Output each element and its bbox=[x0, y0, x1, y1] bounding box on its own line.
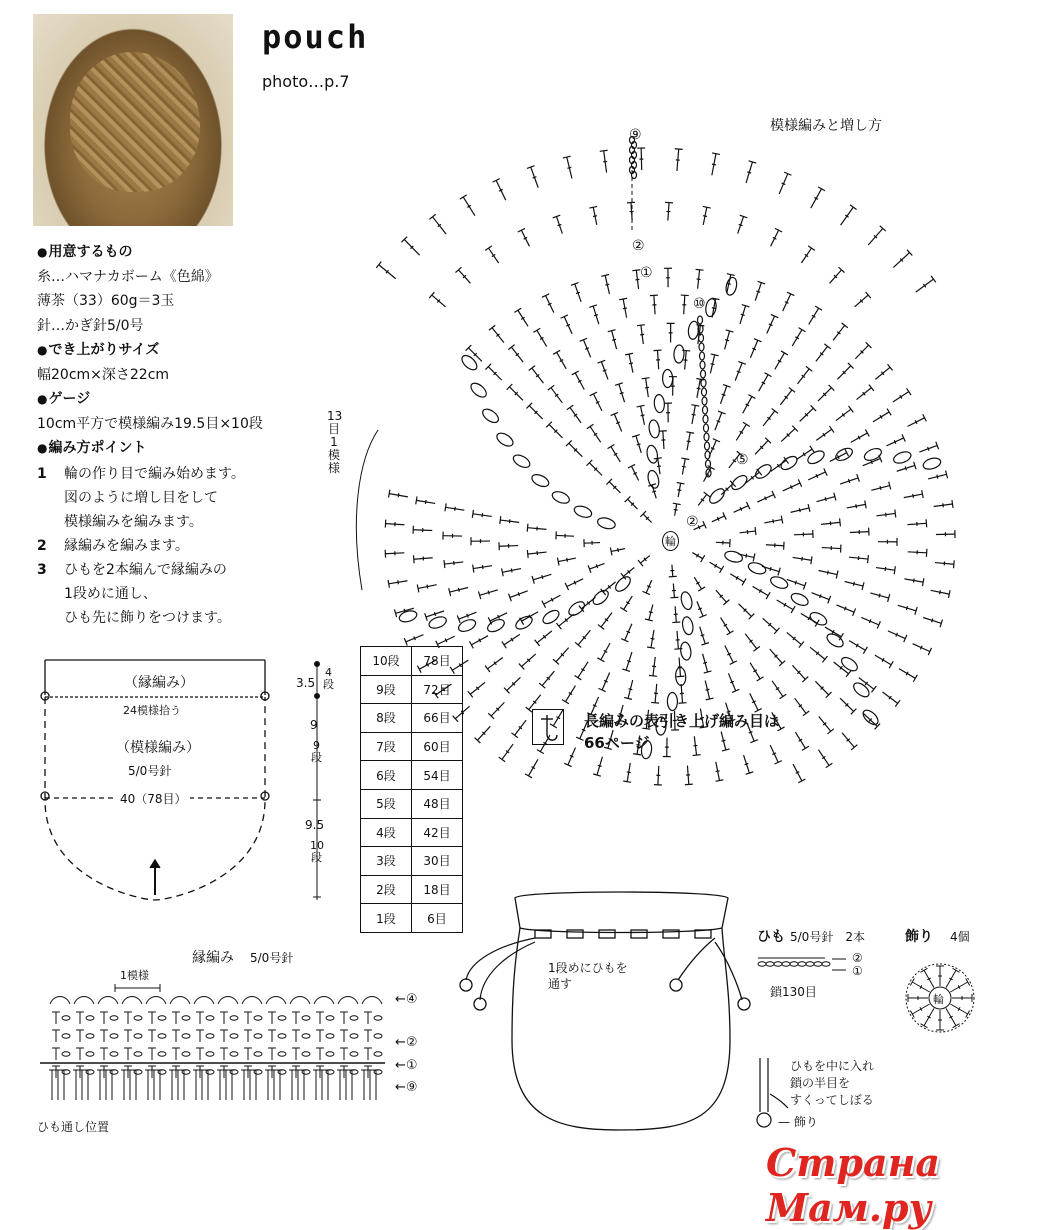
pick-up-label: 24模様拾う bbox=[120, 702, 184, 718]
size-line: 幅20cm×深さ22cm bbox=[37, 363, 263, 388]
edging-title: 縁編み bbox=[192, 947, 234, 967]
edging-hook: 5/0号針 bbox=[250, 949, 293, 966]
size-heading: ● でき上がりサイズ bbox=[37, 338, 263, 363]
table-row bbox=[361, 647, 463, 676]
pouch-note: 1段めにひもを 通す bbox=[548, 960, 628, 992]
ornament-note: ひもを中に入れ 鎖の半目を すくってしぼる bbox=[790, 1058, 874, 1109]
table-row bbox=[361, 704, 463, 733]
stitch-note-line-1: 長編みの表引き上げ編み目は bbox=[584, 710, 779, 732]
row-marker-1: ① bbox=[640, 265, 653, 281]
gauge-heading: ● ゲージ bbox=[37, 387, 263, 412]
page-title: pouch bbox=[262, 18, 368, 56]
step-1-line-2: 図のように増し目をして bbox=[37, 486, 245, 510]
cord-spec: 5/0号針 2本 bbox=[790, 928, 865, 945]
cord-chain bbox=[758, 958, 846, 970]
cord-title: ひも bbox=[757, 926, 785, 946]
crochet-chart-outer-rows bbox=[376, 137, 936, 478]
stitch-count-cell: 42目 bbox=[412, 818, 463, 847]
hook-line: 針…かぎ針5/0号 bbox=[37, 314, 263, 339]
repeat-bracket bbox=[356, 430, 378, 590]
dim-value-1: 3.5 bbox=[296, 676, 315, 690]
crochet-chart-radial bbox=[385, 268, 955, 785]
row-label-cell: 5段 bbox=[361, 789, 412, 818]
dim-rows-3: 10段 bbox=[310, 840, 323, 864]
table-row bbox=[361, 875, 463, 904]
stitch-count-cell: 18目 bbox=[412, 875, 463, 904]
table-row bbox=[361, 847, 463, 876]
stitch-count-cell: 72目 bbox=[412, 675, 463, 704]
table-row bbox=[361, 675, 463, 704]
row-marker-2-inner: ② bbox=[686, 514, 699, 530]
row-label-cell: 6段 bbox=[361, 761, 412, 790]
points-heading: ● 編み方ポイント bbox=[37, 437, 146, 457]
stitch-count-cell: 30目 bbox=[412, 847, 463, 876]
edging-row-1: ←① bbox=[395, 1058, 418, 1073]
table-row bbox=[361, 818, 463, 847]
dim-rows-1: 4段 bbox=[322, 667, 335, 691]
stitch-note bbox=[584, 710, 779, 754]
row-label-cell: 7段 bbox=[361, 732, 412, 761]
dim-value-3: 9.5 bbox=[305, 818, 324, 832]
cord-marker-1: ① bbox=[852, 964, 863, 978]
step-2: 2 縁編みを編みます。 bbox=[37, 534, 245, 558]
chart-title: 模様編みと増し方 bbox=[770, 115, 882, 135]
row-label-cell: 8段 bbox=[361, 704, 412, 733]
stitch-count-cell: 6目 bbox=[412, 904, 463, 933]
step-3-line-3: ひも先に飾りをつけます。 bbox=[37, 606, 245, 630]
repeat-label: 13目1模様 bbox=[327, 410, 341, 475]
row-label-cell: 1段 bbox=[361, 904, 412, 933]
magic-ring-label: 輪 bbox=[662, 531, 679, 551]
table-row bbox=[361, 732, 463, 761]
ornament-ring-label: 輪 bbox=[933, 991, 944, 1007]
row-label-cell: 10段 bbox=[361, 647, 412, 676]
edging-repeat: 1模様 bbox=[120, 967, 149, 983]
row-marker-2: ② bbox=[632, 238, 645, 254]
cord-chain-count: 鎖130目 bbox=[770, 983, 817, 1000]
border-label: （縁編み） bbox=[124, 672, 194, 692]
stitch-count-cell: 66目 bbox=[412, 704, 463, 733]
row-label-cell: 3段 bbox=[361, 847, 412, 876]
post-stitch-symbol-box bbox=[532, 709, 564, 745]
row-marker-9: ⑨ bbox=[629, 127, 642, 143]
cord-position-label: ひも通し位置 bbox=[37, 1118, 109, 1135]
dim-rows-2: 9段 bbox=[310, 740, 323, 764]
stitch-count-cell: 48目 bbox=[412, 789, 463, 818]
row-marker-10: ⑩ bbox=[693, 296, 706, 312]
ornament-label: — 飾り bbox=[778, 1113, 818, 1130]
step-3: 3 ひもを2本編んで縁編みの bbox=[37, 558, 245, 582]
row-label-cell: 2段 bbox=[361, 875, 412, 904]
gauge-line: 10cm平方で模様編み19.5目×10段 bbox=[37, 412, 263, 437]
pouch-drawing bbox=[460, 892, 750, 1130]
stitch-note-line-2: 66ページ bbox=[584, 732, 779, 754]
pattern-label: （模様編み） bbox=[116, 737, 200, 757]
photo-reference: photo…p.7 bbox=[262, 72, 350, 91]
stitch-count-cell: 54目 bbox=[412, 761, 463, 790]
pouch-schematic bbox=[41, 660, 269, 900]
width-label: 40（78目） bbox=[117, 790, 190, 807]
step-1-line-3: 模様編みを編みます。 bbox=[37, 510, 245, 534]
ornament-count: 4個 bbox=[950, 928, 970, 945]
schematic-hook-label: 5/0号針 bbox=[128, 762, 171, 779]
stitch-count-table bbox=[360, 646, 463, 933]
ornament-title: 飾り bbox=[905, 926, 933, 946]
edging-row-9: ←⑨ bbox=[395, 1080, 418, 1095]
row-marker-5: ⑤ bbox=[736, 452, 749, 468]
stitch-count-cell: 60目 bbox=[412, 732, 463, 761]
site-watermark-logo: Страна Мам.ру bbox=[766, 1140, 1062, 1230]
cord-marker-2: ② bbox=[852, 951, 863, 965]
row-label-cell: 9段 bbox=[361, 675, 412, 704]
table-row bbox=[361, 789, 463, 818]
row-label-cell: 4段 bbox=[361, 818, 412, 847]
color-line: 薄茶（33）60g＝3玉 bbox=[37, 289, 263, 314]
yarn-line: 糸…ハマナカボーム《色綿》 bbox=[37, 265, 263, 290]
table-row bbox=[361, 904, 463, 933]
dimension-line bbox=[313, 662, 321, 901]
table-row bbox=[361, 761, 463, 790]
edging-row-2: ←② bbox=[395, 1035, 418, 1050]
materials-heading: ● 用意するもの bbox=[37, 240, 263, 265]
step-1: 1 輪の作り目で編み始めます。 bbox=[37, 462, 245, 486]
edging-chart bbox=[40, 984, 385, 1100]
edging-row-4: ←④ bbox=[395, 992, 418, 1007]
dim-value-2: 9 bbox=[310, 718, 318, 732]
stitch-count-cell: 78目 bbox=[412, 647, 463, 676]
step-3-line-2: 1段めに通し、 bbox=[37, 582, 245, 606]
